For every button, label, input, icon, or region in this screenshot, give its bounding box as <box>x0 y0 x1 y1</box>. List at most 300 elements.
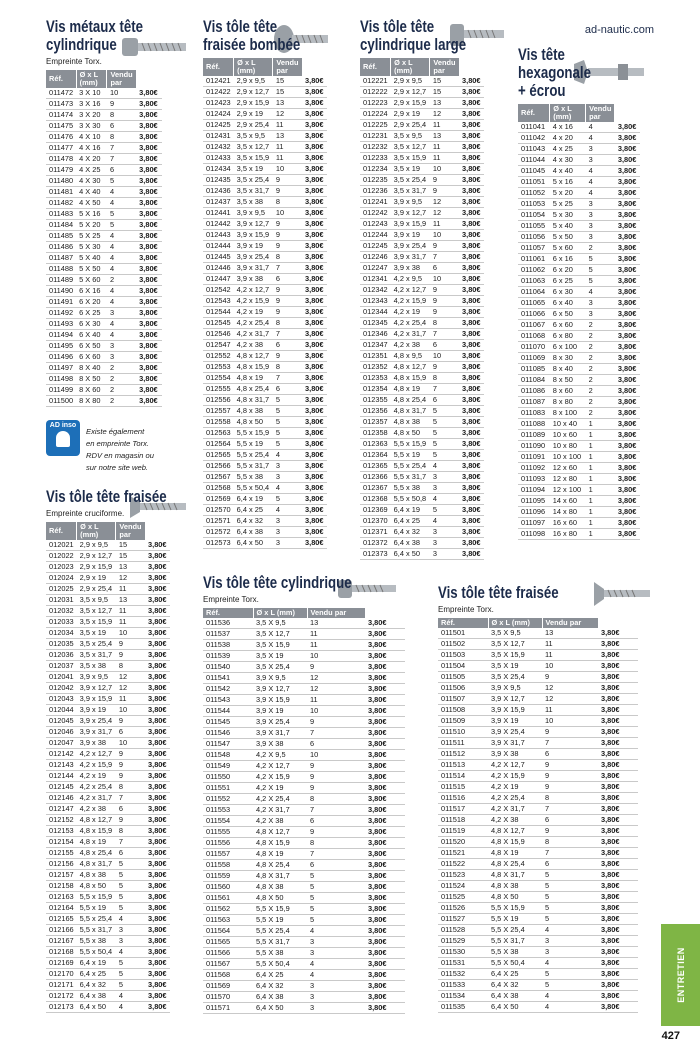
sold-by-cell: 9 <box>273 241 302 252</box>
table-row[interactable] <box>518 199 640 210</box>
table-row[interactable] <box>46 551 170 562</box>
table-row[interactable] <box>360 395 484 406</box>
table-row[interactable] <box>360 296 484 307</box>
table-row[interactable] <box>518 518 640 529</box>
table-row[interactable] <box>46 826 170 837</box>
price-cell: 3,80€ <box>598 991 638 1002</box>
table-row[interactable] <box>203 307 327 318</box>
table-row[interactable] <box>46 540 170 551</box>
table-row[interactable] <box>438 727 638 738</box>
table-row[interactable] <box>203 871 405 882</box>
table-row[interactable] <box>203 750 405 761</box>
table-row[interactable] <box>46 815 170 826</box>
table-row[interactable] <box>46 143 162 154</box>
table-row[interactable] <box>203 450 327 461</box>
table-row[interactable] <box>438 738 638 749</box>
table-row[interactable] <box>518 210 640 221</box>
table-row[interactable] <box>518 430 640 441</box>
table-row[interactable] <box>203 208 327 219</box>
table-row[interactable] <box>203 494 327 505</box>
table-row[interactable] <box>360 230 484 241</box>
ref-cell: 011042 <box>518 133 550 144</box>
table-row[interactable] <box>46 694 170 705</box>
table-row[interactable] <box>203 860 405 871</box>
table-row[interactable] <box>46 705 170 716</box>
table-row[interactable] <box>46 187 162 198</box>
table-row[interactable] <box>46 286 162 297</box>
table-row[interactable] <box>203 384 327 395</box>
table-row[interactable] <box>46 385 162 396</box>
table-row[interactable] <box>46 297 162 308</box>
price-cell: 3,80€ <box>302 109 327 120</box>
ref-cell: 012047 <box>46 738 77 749</box>
dimension-cell: 6,4 x 38 <box>234 527 273 538</box>
table-row[interactable] <box>438 969 638 980</box>
table-row[interactable] <box>360 329 484 340</box>
table-row[interactable] <box>203 618 405 629</box>
table-row[interactable] <box>46 341 162 352</box>
table-row[interactable] <box>438 848 638 859</box>
table-row[interactable] <box>360 197 484 208</box>
sold-by-cell: 5 <box>273 417 302 428</box>
table-row[interactable] <box>360 109 484 120</box>
table-row[interactable] <box>438 870 638 881</box>
table-row[interactable] <box>46 672 170 683</box>
table-row[interactable] <box>360 439 484 450</box>
table-row[interactable] <box>360 131 484 142</box>
table-row[interactable] <box>203 483 327 494</box>
dimension-cell: 4,2 x 19 <box>391 307 430 318</box>
table-row[interactable] <box>46 220 162 231</box>
section-tab-entretien[interactable]: ENTRETIEN <box>661 924 700 1026</box>
table-row[interactable] <box>360 461 484 472</box>
table-row[interactable] <box>360 538 484 549</box>
table-row[interactable] <box>438 826 638 837</box>
table-row[interactable] <box>203 439 327 450</box>
table-row[interactable] <box>438 661 638 672</box>
table-row[interactable] <box>46 859 170 870</box>
table-row[interactable] <box>360 263 484 274</box>
table-row[interactable] <box>203 274 327 285</box>
table-row[interactable] <box>518 122 640 133</box>
table-row[interactable] <box>360 164 484 175</box>
table-row[interactable] <box>203 706 405 717</box>
table-row[interactable] <box>46 308 162 319</box>
table-row[interactable] <box>438 639 638 650</box>
table-row[interactable] <box>203 695 405 706</box>
table-row[interactable] <box>518 364 640 375</box>
table-row[interactable] <box>518 166 640 177</box>
sold-by-cell: 13 <box>116 562 145 573</box>
ref-cell: 011473 <box>46 99 76 110</box>
table-row[interactable] <box>438 925 638 936</box>
table-row[interactable] <box>46 617 170 628</box>
table-row[interactable] <box>203 373 327 384</box>
table-row[interactable] <box>360 318 484 329</box>
table-row[interactable] <box>438 958 638 969</box>
table-row[interactable] <box>46 363 162 374</box>
table-row[interactable] <box>46 352 162 363</box>
table-row[interactable] <box>203 98 327 109</box>
table-row[interactable] <box>203 783 405 794</box>
table-row[interactable] <box>46 639 170 650</box>
table-row[interactable] <box>203 186 327 197</box>
table-row[interactable] <box>203 527 327 538</box>
table-row[interactable] <box>203 893 405 904</box>
table-row[interactable] <box>46 969 170 980</box>
table-row[interactable] <box>203 684 405 695</box>
table-row[interactable] <box>438 749 638 760</box>
table-row[interactable] <box>46 892 170 903</box>
table-row[interactable] <box>438 914 638 925</box>
table-row[interactable] <box>203 505 327 516</box>
price-cell: 3,80€ <box>302 87 327 98</box>
table-row[interactable] <box>203 904 405 915</box>
price-cell: 3,80€ <box>615 166 640 177</box>
table-row[interactable] <box>46 198 162 209</box>
table-row[interactable] <box>46 584 170 595</box>
table-row[interactable] <box>203 538 327 549</box>
table-row[interactable] <box>46 209 162 220</box>
table-row[interactable] <box>46 782 170 793</box>
table-row[interactable] <box>46 165 162 176</box>
table-row[interactable] <box>46 958 170 969</box>
table-row[interactable] <box>518 485 640 496</box>
table-row[interactable] <box>46 716 170 727</box>
table-row[interactable] <box>203 992 405 1003</box>
table-row[interactable] <box>203 219 327 230</box>
table-row[interactable] <box>203 76 327 87</box>
table-row[interactable] <box>46 881 170 892</box>
dimension-cell: 6 X 50 <box>76 341 107 352</box>
table-row[interactable] <box>438 804 638 815</box>
table-row[interactable] <box>518 441 640 452</box>
table-row[interactable] <box>203 109 327 120</box>
table-row[interactable] <box>203 882 405 893</box>
table-row[interactable] <box>203 241 327 252</box>
table-row[interactable] <box>438 716 638 727</box>
table-row[interactable] <box>203 318 327 329</box>
table-row[interactable] <box>46 253 162 264</box>
table-row[interactable] <box>46 760 170 771</box>
table-row[interactable] <box>360 87 484 98</box>
table-row[interactable] <box>46 330 162 341</box>
table-row[interactable] <box>203 362 327 373</box>
table-row[interactable] <box>203 717 405 728</box>
table-row[interactable] <box>518 408 640 419</box>
price-cell: 3,80€ <box>365 937 405 948</box>
table-row[interactable] <box>438 881 638 892</box>
table-row[interactable] <box>518 353 640 364</box>
table-row[interactable] <box>438 980 638 991</box>
table-row[interactable] <box>46 121 162 132</box>
table-row[interactable] <box>518 254 640 265</box>
table-row[interactable] <box>46 771 170 782</box>
table-row[interactable] <box>203 629 405 640</box>
table-row[interactable] <box>203 959 405 970</box>
sold-by-cell: 8 <box>430 318 459 329</box>
table-row[interactable] <box>46 374 162 385</box>
table-row[interactable] <box>203 263 327 274</box>
table-row[interactable] <box>360 285 484 296</box>
table-row[interactable] <box>360 76 484 87</box>
table-row[interactable] <box>518 188 640 199</box>
table-row[interactable] <box>203 472 327 483</box>
table-row[interactable] <box>438 683 638 694</box>
table-row[interactable] <box>438 837 638 848</box>
col-price <box>145 522 170 540</box>
table-row[interactable] <box>360 494 484 505</box>
table-row[interactable] <box>360 505 484 516</box>
table-row[interactable] <box>438 771 638 782</box>
table-row[interactable] <box>203 772 405 783</box>
table-row[interactable] <box>203 926 405 937</box>
table-row[interactable] <box>438 760 638 771</box>
table-row[interactable] <box>203 805 405 816</box>
table-row[interactable] <box>518 507 640 518</box>
table-row[interactable] <box>360 241 484 252</box>
table-row[interactable] <box>46 903 170 914</box>
table-row[interactable] <box>203 87 327 98</box>
table-row[interactable] <box>360 307 484 318</box>
table-row[interactable] <box>360 219 484 230</box>
table-row[interactable] <box>518 177 640 188</box>
table-row[interactable] <box>203 120 327 131</box>
ref-cell: 012558 <box>203 417 234 428</box>
table-row[interactable] <box>46 991 170 1002</box>
price-cell: 3,80€ <box>598 650 638 661</box>
table-row[interactable] <box>46 176 162 187</box>
ref-cell: 011527 <box>438 914 488 925</box>
table-row[interactable] <box>360 472 484 483</box>
table-row[interactable] <box>438 947 638 958</box>
table-row[interactable] <box>203 970 405 981</box>
table-row[interactable] <box>518 452 640 463</box>
table-row[interactable] <box>518 397 640 408</box>
table-row[interactable] <box>46 275 162 286</box>
table-row[interactable] <box>518 375 640 386</box>
table-row[interactable] <box>46 870 170 881</box>
table-row[interactable] <box>438 672 638 683</box>
table-row[interactable] <box>360 186 484 197</box>
table-row[interactable] <box>46 231 162 242</box>
table-row[interactable] <box>203 739 405 750</box>
table-row[interactable] <box>438 628 638 639</box>
table-row[interactable] <box>203 329 327 340</box>
dimension-cell: 6,4 x 25 <box>77 969 116 980</box>
table-row[interactable] <box>438 892 638 903</box>
table-row[interactable] <box>203 662 405 673</box>
table-row[interactable] <box>203 230 327 241</box>
table-row[interactable] <box>203 794 405 805</box>
table-row[interactable] <box>203 285 327 296</box>
table-row[interactable] <box>203 761 405 772</box>
table-row[interactable] <box>518 298 640 309</box>
table-row[interactable] <box>360 153 484 164</box>
table-row[interactable] <box>203 838 405 849</box>
table-row[interactable] <box>46 925 170 936</box>
table-row[interactable] <box>518 287 640 298</box>
table-row[interactable] <box>203 417 327 428</box>
table-row[interactable] <box>360 406 484 417</box>
table-row[interactable] <box>518 474 640 485</box>
table-row[interactable] <box>518 496 640 507</box>
ref-cell: 011492 <box>46 308 76 319</box>
table-row[interactable] <box>46 628 170 639</box>
table-row[interactable] <box>203 153 327 164</box>
table-row[interactable] <box>46 947 170 958</box>
ref-cell: 012173 <box>46 1002 77 1013</box>
table-row[interactable] <box>518 386 640 397</box>
table-row[interactable] <box>46 837 170 848</box>
table-row[interactable] <box>203 827 405 838</box>
table-row[interactable] <box>360 120 484 131</box>
dimension-cell: 3,9 x 9,5 <box>391 197 430 208</box>
table-row[interactable] <box>46 132 162 143</box>
table-row[interactable] <box>360 142 484 153</box>
table-row[interactable] <box>518 133 640 144</box>
table-row[interactable] <box>46 562 170 573</box>
table-row[interactable] <box>46 88 162 99</box>
table-row[interactable] <box>46 319 162 330</box>
table-row[interactable] <box>203 673 405 684</box>
table-row[interactable] <box>518 331 640 342</box>
table-row[interactable] <box>46 1002 170 1013</box>
table-row[interactable] <box>203 175 327 186</box>
table-row[interactable] <box>438 694 638 705</box>
dimension-cell: 4,2 x 25,4 <box>391 318 430 329</box>
table-row[interactable] <box>438 936 638 947</box>
table-row[interactable] <box>518 529 640 540</box>
table-row[interactable] <box>438 815 638 826</box>
table-row[interactable] <box>360 351 484 362</box>
table-row[interactable] <box>360 384 484 395</box>
ref-cell: 011098 <box>518 529 550 540</box>
table-row[interactable] <box>438 991 638 1002</box>
table-row[interactable] <box>46 242 162 253</box>
table-row[interactable] <box>46 264 162 275</box>
table-row[interactable] <box>46 396 162 407</box>
table-row[interactable] <box>518 342 640 353</box>
sold-by-cell: 4 <box>107 198 136 209</box>
table-row[interactable] <box>46 738 170 749</box>
table-row[interactable] <box>46 980 170 991</box>
price-cell: 3,80€ <box>136 242 162 253</box>
table-row[interactable] <box>46 606 170 617</box>
table-row[interactable] <box>360 483 484 494</box>
table-row[interactable] <box>46 661 170 672</box>
table-row[interactable] <box>360 98 484 109</box>
table-row[interactable] <box>360 274 484 285</box>
table-row[interactable] <box>203 252 327 263</box>
table-row[interactable] <box>203 395 327 406</box>
table-row[interactable] <box>518 232 640 243</box>
table-row[interactable] <box>438 782 638 793</box>
table-row[interactable] <box>203 340 327 351</box>
table-row[interactable] <box>360 516 484 527</box>
price-cell: 3,80€ <box>615 375 640 386</box>
table-row[interactable] <box>46 727 170 738</box>
table-row[interactable] <box>46 154 162 165</box>
table-row[interactable] <box>203 948 405 959</box>
table-row[interactable] <box>203 816 405 827</box>
table-row[interactable] <box>203 131 327 142</box>
table-row[interactable] <box>46 749 170 760</box>
table-row[interactable] <box>518 144 640 155</box>
table-row[interactable] <box>360 428 484 439</box>
table-row[interactable] <box>360 252 484 263</box>
table-row[interactable] <box>518 243 640 254</box>
table-row[interactable] <box>46 99 162 110</box>
table-row[interactable] <box>360 527 484 538</box>
table-row[interactable] <box>46 595 170 606</box>
table-row[interactable] <box>360 450 484 461</box>
table-row[interactable] <box>203 197 327 208</box>
table-row[interactable] <box>203 142 327 153</box>
table-row[interactable] <box>438 650 638 661</box>
table-row[interactable] <box>360 417 484 428</box>
table-row[interactable] <box>360 340 484 351</box>
table-row[interactable] <box>203 516 327 527</box>
table-row[interactable] <box>438 859 638 870</box>
table-row[interactable] <box>46 573 170 584</box>
table-row[interactable] <box>438 793 638 804</box>
table-row[interactable] <box>46 936 170 947</box>
table-row[interactable] <box>438 705 638 716</box>
price-cell: 3,80€ <box>136 319 162 330</box>
ref-cell: 012352 <box>360 362 391 373</box>
table-row[interactable] <box>203 651 405 662</box>
table-row[interactable] <box>203 728 405 739</box>
table-row[interactable] <box>518 155 640 166</box>
table-row[interactable] <box>360 175 484 186</box>
table-row[interactable] <box>46 914 170 925</box>
table-row[interactable] <box>438 1002 638 1013</box>
dimension-cell: 6,4 x 38 <box>391 538 430 549</box>
table-row[interactable] <box>46 793 170 804</box>
table-row[interactable] <box>360 208 484 219</box>
table-row[interactable] <box>360 373 484 384</box>
table-row[interactable] <box>203 164 327 175</box>
table-row[interactable] <box>518 309 640 320</box>
table-row[interactable] <box>46 650 170 661</box>
table-row[interactable] <box>203 981 405 992</box>
table-row[interactable] <box>46 110 162 121</box>
table-row[interactable] <box>360 549 484 560</box>
table-row[interactable] <box>203 1003 405 1014</box>
table-row[interactable] <box>203 406 327 417</box>
table-row[interactable] <box>203 937 405 948</box>
table-row[interactable] <box>46 683 170 694</box>
table-row[interactable] <box>360 362 484 373</box>
table-row[interactable] <box>518 276 640 287</box>
table-row[interactable] <box>518 221 640 232</box>
table-row[interactable] <box>203 640 405 651</box>
table-row[interactable] <box>438 903 638 914</box>
table-row[interactable] <box>203 428 327 439</box>
table-row[interactable] <box>203 915 405 926</box>
table-row[interactable] <box>203 849 405 860</box>
table-row[interactable] <box>203 461 327 472</box>
table-row[interactable] <box>203 351 327 362</box>
table-row[interactable] <box>203 296 327 307</box>
table-row[interactable] <box>46 848 170 859</box>
table-row[interactable] <box>46 804 170 815</box>
table-row[interactable] <box>518 320 640 331</box>
table-row[interactable] <box>518 265 640 276</box>
table-row[interactable] <box>518 463 640 474</box>
table-row[interactable] <box>518 419 640 430</box>
